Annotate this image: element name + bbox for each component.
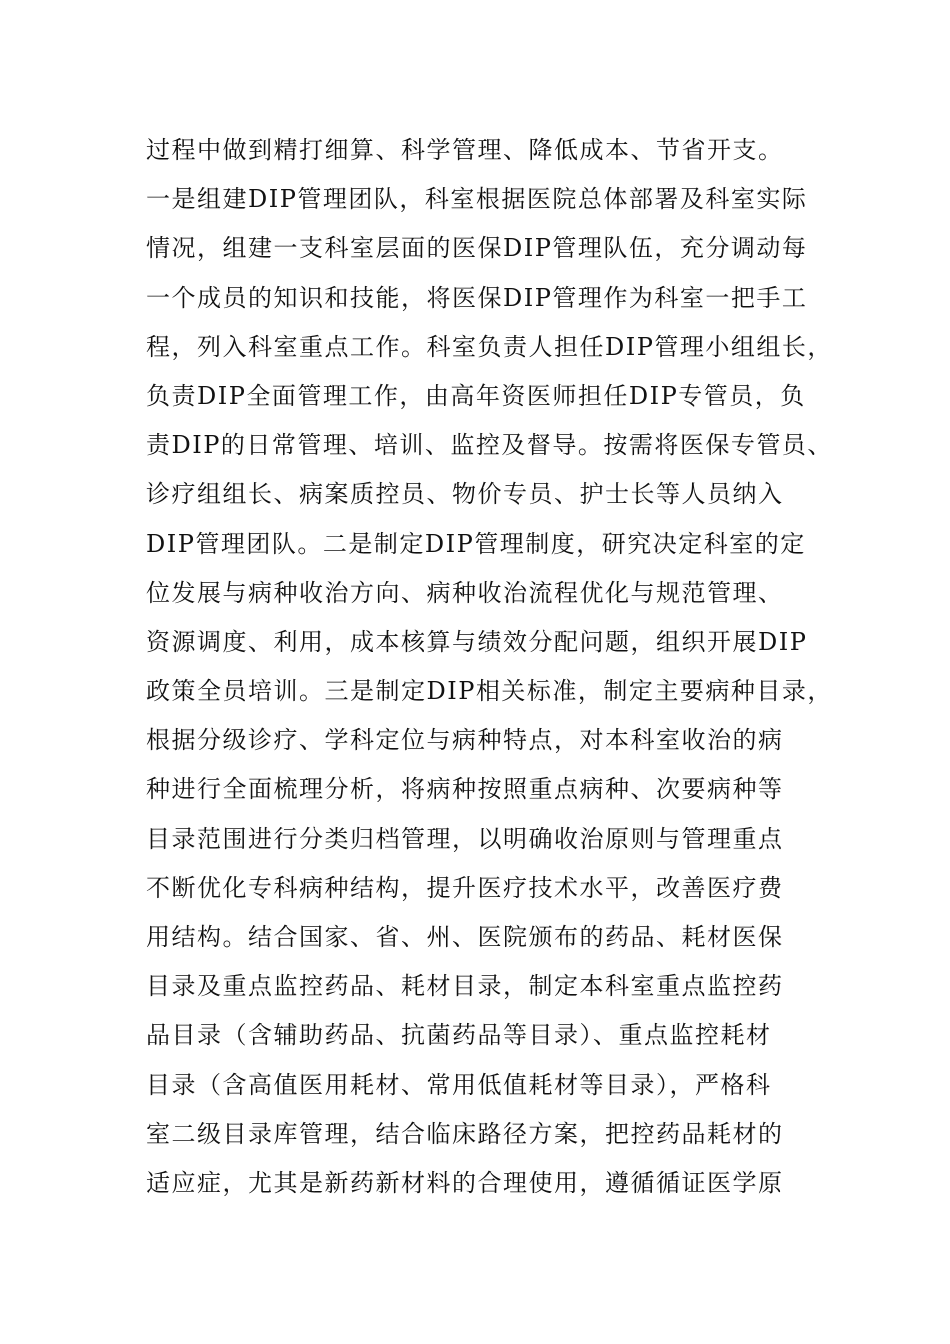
text-line: 目录及重点监控药品、耗材目录，制定本科室重点监控药 <box>146 972 784 1001</box>
text-line: 过程中做到精打细算、科学管理、降低成本、节省开支。 <box>146 136 784 164</box>
text-line: 程，列入科室重点工作。科室负责人担任DIP管理小组组长， <box>146 332 833 361</box>
text-line: 责DIP的日常管理、培训、监控及督导。按需将医保专管员、 <box>146 431 833 460</box>
text-line: 一是组建DIP管理团队，科室根据医院总体部署及科室实际 <box>146 185 808 214</box>
text-line: 根据分级诊疗、学科定位与病种特点，对本科室收治的病 <box>146 726 784 755</box>
text-line: 室二级目录库管理，结合临床路径方案，把控药品耗材的 <box>146 1119 784 1148</box>
text-line: 诊疗组组长、病案质控员、物价专员、护士长等人员纳入 <box>146 480 784 509</box>
text-line: 一个成员的知识和技能，将医保DIP管理作为科室一把手工 <box>146 283 808 312</box>
text-line: 适应症，尤其是新药新材料的合理使用，遵循循证医学原 <box>146 1168 784 1197</box>
text-line: 位发展与病种收治方向、病种收治流程优化与规范管理、 <box>146 578 784 607</box>
text-line: 目录范围进行分类归档管理，以明确收治原则与管理重点 <box>146 824 784 853</box>
text-line: 政策全员培训。三是制定DIP相关标准，制定主要病种目录， <box>146 677 833 706</box>
body-text <box>146 126 833 1208</box>
text-line: 品目录（含辅助药品、抗菌药品等目录）、重点监控耗材 <box>146 1021 772 1050</box>
text-line: 负责DIP全面管理工作，由高年资医师担任DIP专管员，负 <box>146 381 806 410</box>
text-line: 用结构。结合国家、省、州、医院颁布的药品、耗材医保 <box>146 923 784 951</box>
text-line: DIP管理团队。二是制定DIP管理制度，研究决定科室的定 <box>146 529 806 558</box>
text-line: 种进行全面梳理分析，将病种按照重点病种、次要病种等 <box>146 775 784 804</box>
text-line: 情况，组建一支科室层面的医保DIP管理队伍，充分调动每 <box>146 234 808 263</box>
text-line: 资源调度、利用，成本核算与绩效分配问题，组织开展DIP <box>146 627 808 656</box>
text-line: 目录（含高值医用耗材、常用低值耗材等目录），严格科 <box>146 1070 772 1099</box>
text-line: 不断优化专科病种结构，提升医疗技术水平，改善医疗费 <box>146 873 784 902</box>
